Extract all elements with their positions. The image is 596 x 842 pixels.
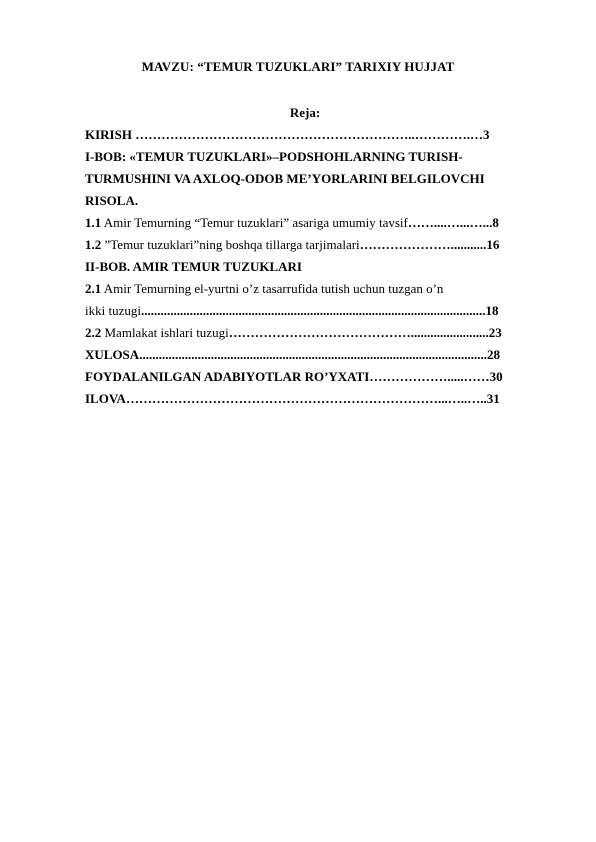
toc-entry-page-number: 30: [489, 369, 503, 384]
toc-entry-text: RISOLA.: [85, 193, 139, 208]
toc-entry-text: II-BOB. AMIR TEMUR TUZUKLARI: [85, 259, 302, 274]
toc-entry-page-number: 23: [488, 325, 502, 340]
toc-entry: [85, 322, 537, 344]
toc-entry-number: 2.1: [85, 281, 102, 296]
toc-entry-leader: ...........................................................................................................: [139, 347, 487, 362]
toc-entry-text: TURMUSHINI VA AXLOQ-ODOB ME’YORLARINI BELGILOVCHI: [85, 171, 485, 186]
toc-entry-leader: ………………………………………………………..………….…: [131, 127, 483, 142]
toc-entry-number: 1.2: [85, 237, 102, 252]
toc-entry-text: KIRISH: [85, 127, 132, 142]
toc-entry-text: ”Temur tuzuklari”ning boshqa tillarga tarjimalari: [101, 237, 360, 252]
toc-entry-leader: ………………………………………………………………...…..…..: [125, 391, 487, 406]
toc-entry-text: XULOSA: [85, 347, 140, 362]
toc-entry-page-number: 28: [486, 347, 500, 362]
toc-entry: [85, 124, 537, 146]
toc-entry-page-number: 31: [486, 391, 500, 406]
toc-entry: [85, 256, 537, 278]
toc-entry-number: 1.1: [85, 215, 102, 230]
table-of-contents: [85, 124, 537, 410]
toc-entry-leader: ……………….....……: [369, 369, 490, 384]
toc-entry-number: 2.2: [85, 325, 102, 340]
toc-entry-page-number: 16: [486, 237, 500, 252]
toc-entry: [85, 146, 537, 168]
toc-entry-page-number: 3: [482, 127, 490, 142]
plan-heading: Reja:: [289, 105, 321, 120]
toc-entry-text: Amir Temurning el-yurtni o’z tasarrufida tutish uchun tuzgan o’n: [101, 281, 444, 296]
toc-entry: [85, 212, 537, 234]
page-title: MAVZU: “TEMUR TUZUKLARI” TARIXIY HUJJAT: [141, 59, 455, 74]
toc-entry: [85, 234, 537, 256]
toc-entry: [85, 190, 537, 212]
toc-entry-text: I-BOB: «TEMUR TUZUKLARI»–PODSHOHLARNING TURISH-: [85, 149, 463, 164]
toc-entry-page-number: 18: [485, 303, 499, 318]
toc-entry: [85, 344, 537, 366]
toc-entry: [85, 366, 537, 388]
toc-entry: [85, 388, 537, 410]
toc-entry-leader: ……....…...…...: [407, 215, 493, 230]
toc-entry: [85, 278, 537, 300]
toc-entry: [85, 300, 537, 322]
toc-entry: [85, 168, 537, 190]
toc-entry-text: Amir Temurning “Temur tuzuklari” asariga umumiy tavsif: [101, 215, 408, 230]
toc-entry-leader: ..........................................................................................................: [140, 303, 486, 318]
toc-entry-leader: …………………...........: [359, 237, 487, 252]
toc-entry-text: FOYDALANILGAN ADABIYOTLAR RO’YXATI: [85, 369, 370, 384]
toc-entry-text: Mamlakat ishlari tuzugi: [101, 325, 229, 340]
toc-entry-page-number: 8: [492, 215, 499, 230]
toc-entry-text: ILOVA: [85, 391, 126, 406]
toc-entry-text: ikki tuzugi: [85, 303, 141, 318]
toc-entry-leader: ……………………………………........................: [228, 325, 489, 340]
